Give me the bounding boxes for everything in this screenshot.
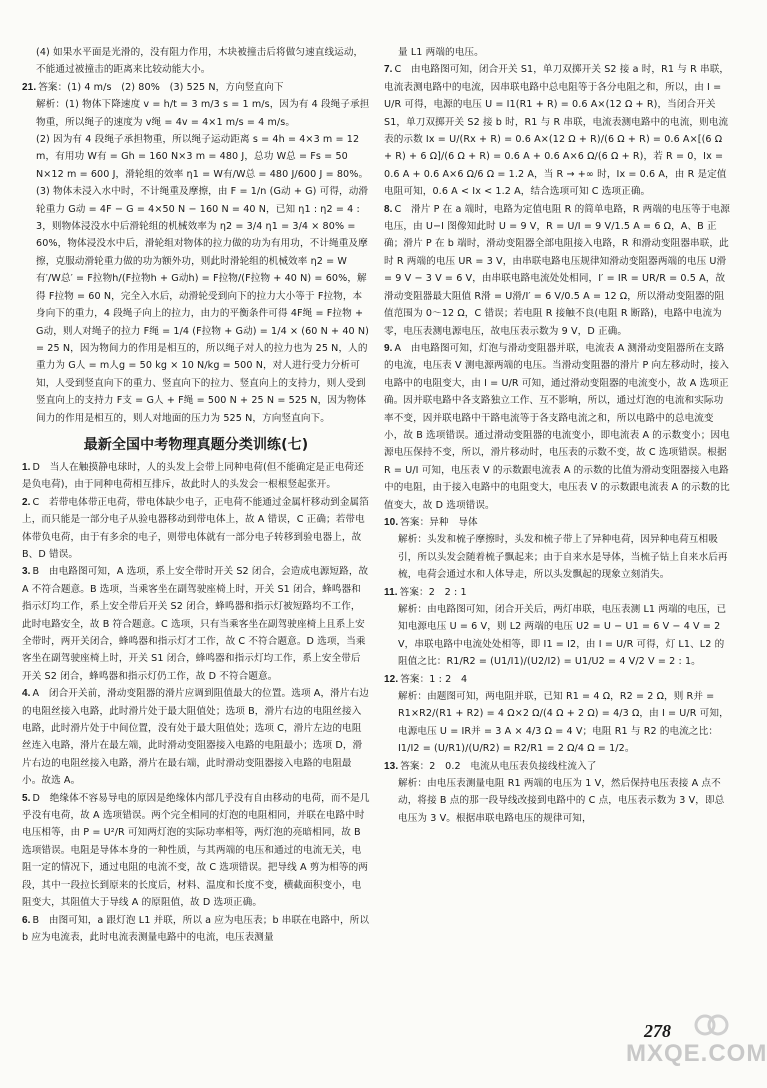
question-entry — [22, 685, 370, 789]
question-entry — [384, 201, 730, 340]
question-number: 13. — [384, 760, 399, 772]
page-number: 278 — [644, 1021, 671, 1041]
question-number: 3. — [22, 566, 31, 578]
explanation-paragraph — [22, 96, 370, 131]
entry-text: 量 L1 两端的电压。 — [398, 47, 484, 58]
explanation-paragraph — [384, 44, 730, 61]
explanation-paragraph — [384, 775, 730, 827]
entry-text: B 由图可知，a 跟灯泡 L1 并联，所以 a 应为电压表；b 串联在电路中，所以 b 应为电流表，此时电流表测量电路中的电流，电压表测量 — [22, 914, 370, 943]
entry-text: C 由电路图可知，闭合开关 S1，单刀双掷开关 S2 接 a 时，R1 与 R 串联，电流表测电路中的电流，因串联电路中总电阻等于各分电阻之和，所以，由 I = U/R 可得，电源的电压 U = I1(R1 + R) = 0.6 A×(12 Ω + R)，当闭合开关 S1，单刀双掷开关 S2 接 b 时，R1 与 R 串联，电流表测电路中的电流，则电流表的示数 Ix = U/(Rx + R) = 0.6 A×(12 Ω + R)/(6 Ω + R) = 0.6 A×[(6 Ω + R) + 6 Ω]/(6 Ω + R) = 0.6 A + 0.6 A×6 Ω/(6 Ω + R)，若 R = 0，Ix = 0.6 A + 0.6 A×6 Ω/6 Ω = 1.2 A，当 R → +∞ 时，Ix = 0.6 A，由 R 是定值电阻可知，0.6 A < Ix < 1.2 A，结合选项可知 C 选项正确。 — [384, 64, 730, 198]
explanation-paragraph — [22, 183, 370, 427]
right-column — [384, 44, 730, 827]
entry-text: (3) 物体未浸入水中时，不计绳重及摩擦，由 F = 1/n (G动 + G) 可得，动滑轮重力 G动 = 4F − G = 4×50 N − 160 N = 40 N，已知 η1 : η2 = 4 : 3，则物体浸没水中后滑轮组的机械效率为 η2 = 3/4 η1 = 3/4 × 80% = 60%，物体浸没水中后，滑轮组对物体的拉力做的功为有用功，不计绳重及摩擦，克服动滑轮重力做的功为额外功，则此时滑轮组的机械效率 η2 = W有′/W总′ = F拉物h/(F拉物h + G动h) = F拉物/(F拉物 + 40 N) = 60%，解得 F拉物 = 60 N，完全入水后，动滑轮受到向下的拉力大小等于 F拉物，本身向下的重力，4 段绳子向上的拉力，由力的平衡条件可得 4F绳 = F拉物 + G动，则人对绳子的拉力 F绳 = 1/4 (F拉物 + G动) = 1/4 × (60 N + 40 N) = 25 N，因为物间力的作用是相互的，所以绳子对人的拉力也为 25 N，人的重力为 G人 = m人g = 50 kg × 10 N/kg = 500 N，对人进行受力分析可知，人受到竖直向下的重力、竖直向下的拉力、竖直向上的支持力，则人受到竖直向上的支持力 F支 = G人 + F绳 = 500 N + 25 N = 525 N，因为物体间力的作用是相互的，则人对地面的压力为 525 N，方向竖直向下。 — [36, 186, 370, 424]
entry-text: 答案：异种 导体 — [400, 516, 478, 528]
question-entry — [384, 584, 730, 601]
question-entry — [22, 563, 370, 685]
entry-text: C 滑片 P 在 a 端时，电路为定值电阻 R 的简单电路，R 两端的电压等于电源电压，由 U−I 图像知此时 U = 9 V，R = U/I = 9 V/1.5 A = 6 Ω，A、B 正确；滑片 P 在 b 端时，滑动变阻器全部电阻接入电路，R 和滑动变阻器串联，此时 R 两端的电压 UR = 3 V，由串联电路电压规律知滑动变阻器两端的电压 U滑 = 9 V − 3 V = 6 V，由串联电路电流处处相同，I′ = IR = UR/R = 0.5 A，故滑动变阻器最大阻值 R滑 = U滑/I′ = 6 V/0.5 A = 12 Ω，所以滑动变阻器的阻值范围为 0～12 Ω，C 错误；若电阻 R 接触不良(电阻 R 断路)，电路中电流为零，电压表测电源电压，故电压表示数为 9 V，D 正确。 — [384, 203, 730, 337]
question-entry — [384, 758, 730, 775]
entry-text: 答案：2 2 : 1 — [399, 586, 467, 598]
question-entry — [384, 61, 730, 200]
question-entry — [22, 459, 370, 494]
entry-text: 解析：由电压表测量电阻 R1 两端的电压为 1 V，然后保持电压表接 A 点不动，将接 B 点的那一段导线改接到电路中的 C 点，电压表示数为 3 V，即总电压为 3 V。根据串联电路电压的规律可知， — [398, 778, 725, 824]
explanation-paragraph — [22, 44, 370, 79]
explanation-paragraph — [384, 688, 730, 758]
question-entry — [384, 514, 730, 531]
question-entry — [22, 790, 370, 912]
question-number: 12. — [384, 673, 399, 685]
question-entry — [384, 340, 730, 514]
explanation-paragraph — [22, 131, 370, 183]
entry-text: B 由电路图可知，A 选项，系上安全带时开关 S2 闭合，会造成电源短路，故 A 不符合题意。B 选项，当乘客坐在副驾驶座椅上时，开关 S1 闭合，蜂鸣器和指示灯均工作，系上安全带后开关 S2 闭合，蜂鸣器和指示灯被短路均不工作，此时电路安全，故 B 符合题意。C 选项，只有当乘客坐在副驾驶座椅上且系上安全带时，两开关闭合，蜂鸣器和指示灯才工作，故 C 不符合题意。D 选项，当乘客坐在副驾驶座椅上时，开关 S1 闭合，蜂鸣器和指示灯均工作，系上安全带后开关 S2 闭合，蜂鸣器和指示灯仍工作，故 D 不符合题意。 — [22, 566, 369, 682]
entry-text: 答案：2 0.2 电流从电压表负接线柱流入了 — [400, 760, 597, 772]
entry-text: 解析：由题图可知，两电阻并联，已知 R1 = 4 Ω，R2 = 2 Ω，则 R并 = R1×R2/(R1 + R2) = 4 Ω×2 Ω/(4 Ω + 2 Ω) = 4/3 Ω，由 I = U/R 可知，电源电压 U = IR并 = 3 A × 4/3 Ω = 4 V；电阻 R1 与 R2 的电流之比：I1/I2 = (U/R1)/(U/R2) = R2/R1 = 2 Ω/4 Ω = 1/2。 — [398, 691, 729, 755]
entry-text: 答案：1 : 2 4 — [400, 673, 468, 685]
left-column — [22, 44, 370, 946]
entry-text: A 由电路图可知，灯泡与滑动变阻器并联，电流表 A 测滑动变阻器所在支路的电流，电压表 V 测电源两端的电压。当滑动变阻器的滑片 P 向左移动时，接入电路中的电阻变大，由 I = U/R 可知，通过滑动变阻器的电流变小，故 A 选项正确。因并联电路中各支路独立工作、互不影响，所以，通过灯泡的电流和实际功率不变，因并联电路中干路电流等于各支路电流之和，所以电路中的总电流变小，故 B 选项错误。通过滑动变阻器的电流变小，即电流表 A 的示数变小；因电源电压保持不变，所以，滑片移动时，电压表的示数不变，故 C 选项错误。根据 R = U/I 可知，电压表 V 的示数跟电流表 A 的示数的比值为滑动变阻器接入电路中的电阻，由于接入电路中的电阻变大，电压表 V 的示数跟电流表 A 的示数的比值变大，故 D 选项错误。 — [384, 342, 730, 511]
section-title: 最新全国中考物理真题分类训练(七) — [83, 436, 309, 453]
question-number: 6. — [22, 914, 31, 926]
question-number: 1. — [22, 461, 31, 473]
question-number: 7. — [384, 64, 393, 76]
entry-text: 解析：(1) 物体下降速度 v = h/t = 3 m/3 s = 1 m/s，因为有 4 段绳子承担物重，所以绳子的速度为 v绳 = 4v = 4×1 m/s = 4 m/s。 — [36, 99, 370, 128]
entry-text: (4) 如果水平面是光滑的，没有阻力作用，木块被撞击后将做匀速直线运动，不能通过被撞击的距离来比较动能大小。 — [36, 47, 364, 76]
question-number: 9. — [384, 342, 393, 354]
watermark-logo-icon — [694, 1012, 728, 1038]
question-entry — [22, 494, 370, 564]
question-number: 8. — [384, 203, 393, 215]
watermark-text: MXQE.COM — [626, 1040, 767, 1067]
entry-text: 答案：(1) 4 m/s (2) 80% (3) 525 N，方向竖直向下 — [38, 81, 284, 93]
question-number: 2. — [22, 496, 31, 508]
question-number: 5. — [22, 792, 31, 804]
question-number: 21. — [22, 81, 37, 93]
entry-text: A 闭合开关前，滑动变阻器的滑片应调到阻值最大的位置。选项 A，滑片右边的电阻丝接入电路，此时滑片处于最大阻值处；选项 B，滑片右边的电阻丝接入电路，此时滑片处于中间位置，没有处于最大阻值处；选项 C，滑片左边的电阻丝连入电路，滑片在最左端，此时滑动变阻器接入电路的电阻最小；选项 D，滑片右边的电阻丝接入电路，滑片在最右端，此时滑动变阻器接入电路的电阻最小。故选 A。 — [22, 688, 369, 787]
entry-text: 解析：头发和梳子摩擦时，头发和梳子带上了异种电荷，因异种电荷互相吸引，所以头发会随着梳子飘起来；由于自来水是导体，当梳子钻上自来水后再梳，电荷会通过水和人体导走，所以头发飘起的现象立刻消失。 — [398, 534, 728, 581]
entry-text: (2) 因为有 4 段绳子承担物重，所以绳子运动距离 s = 4h = 4×3 m = 12 m，有用功 W有 = Gh = 160 N×3 m = 480 J，总功 W总 = Fs = 50 N×12 m = 600 J，滑轮组的效率 η1 = W有/W总 = 480 J/600 J = 80%。 — [36, 134, 369, 180]
question-number: 4. — [22, 688, 31, 700]
question-entry — [22, 912, 370, 947]
entry-text: D 绝缘体不容易导电的原因是绝缘体内部几乎没有自由移动的电荷，而不是几乎没有电荷，故 A 选项错误。两个完全相同的灯泡的电阻相同，并联在电路中时电压相等，由 P = U²/R 可知两灯泡的实际功率相等，两灯泡的亮暗相同，故 B 选项错误。电阻是导体本身的一种性质，与其两端的电压和通过的电流无关，电阻一定的情况下，通过电阻的电流不变，故 C 选项错误。把导线 A 剪为相等的两段，其中一段拉长到原来的长度后，材料、温度和长度不变，横截面积变小，电阻变大，其阻值大于导线 A 的原阻值，故 D 选项正确。 — [22, 792, 370, 909]
entry-text: D 当人在触摸静电球时，人的头发上会带上同种电荷(但不能确定是正电荷还是负电荷)，由于同种电荷相互排斥，故此时人的头发会一根根竖起张开。 — [22, 461, 364, 491]
question-number: 11. — [384, 586, 398, 598]
question-number: 10. — [384, 516, 399, 528]
explanation-paragraph — [384, 531, 730, 583]
explanation-paragraph — [384, 601, 730, 671]
entry-text: C 若带电体带正电荷，带电体缺少电子，正电荷不能通过金属杆移动到金属箔上，而只能是一部分电子从验电器移动到带电体上，故 A 错误，C 正确；若带电体带负电荷，由于有多余的电子，则带电体就有一部分电子转移到验电器上，故 B、D 错误。 — [22, 496, 369, 560]
question-entry — [22, 79, 370, 96]
entry-text: 解析：由电路图可知，闭合开关后，两灯串联，电压表测 L1 两端的电压，已知电源电压 U = 6 V，则 L2 两端的电压 U2 = U − U1 = 6 V − 4 V = 2 V，串联电路中电流处处相等，即 I1 = I2，由 I = U/R 可得，灯 L1、L2 的阻值之比：R1/R2 = (U1/I1)/(U2/I2) = U1/U2 = 4 V/2 V = 2 : 1。 — [398, 604, 727, 668]
question-entry — [384, 671, 730, 688]
